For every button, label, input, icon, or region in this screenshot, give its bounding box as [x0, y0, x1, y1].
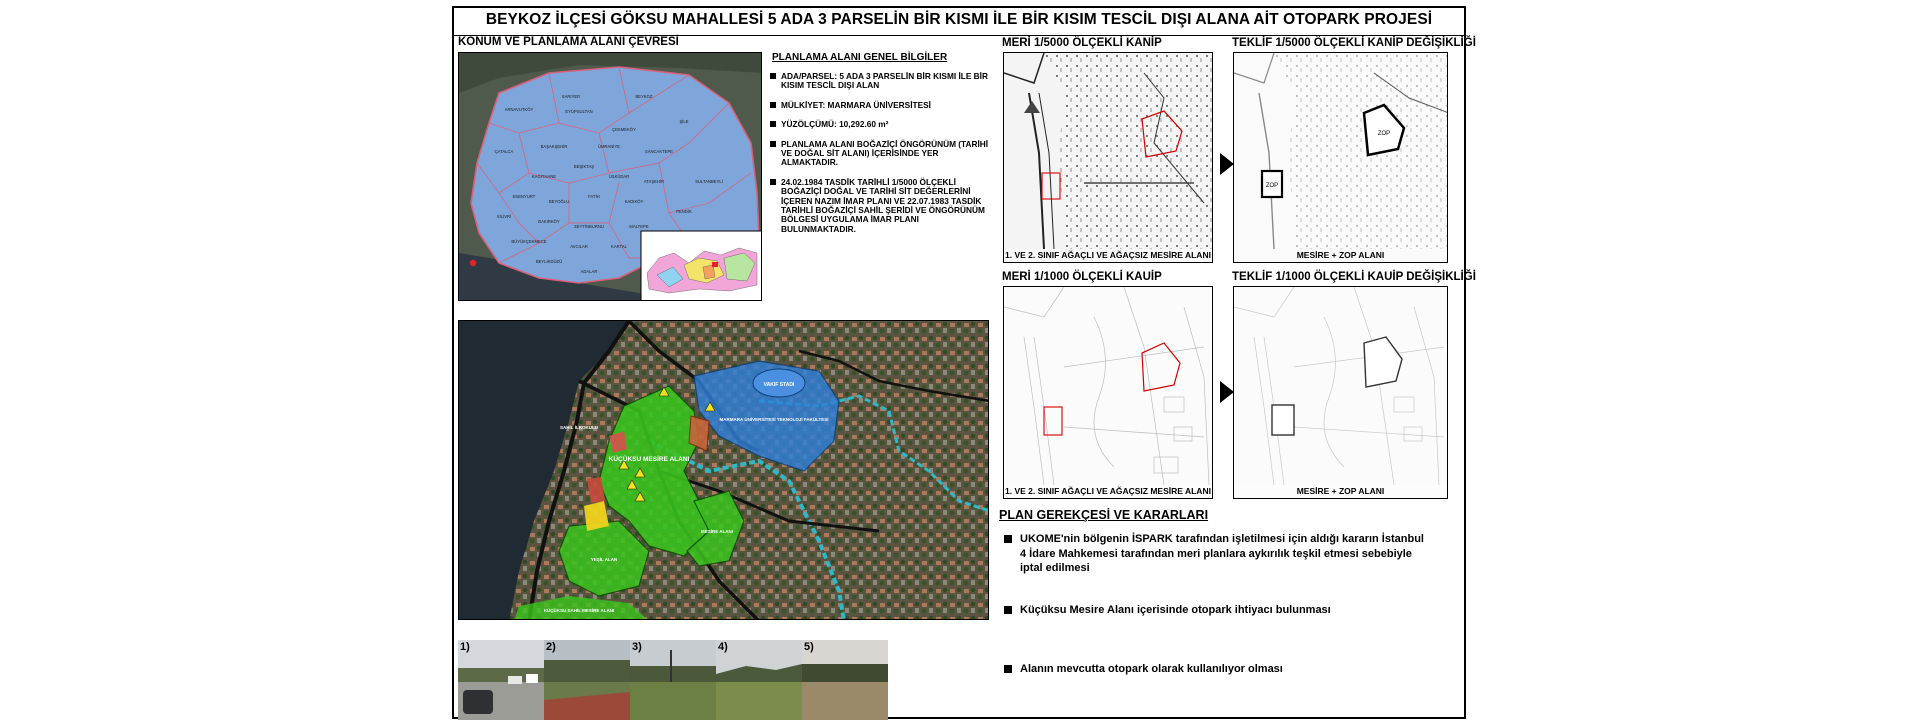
site-photo-2: 2) — [544, 640, 630, 720]
aerial-site-photo — [459, 321, 989, 620]
meri-1000-drawing — [1004, 287, 1213, 485]
svg-text:ATAŞEHİR: ATAŞEHİR — [643, 179, 665, 184]
location-section-label: KONUM VE PLANLAMA ALANI ÇEVRESİ — [458, 36, 679, 48]
svg-text:SARIYER: SARIYER — [561, 94, 581, 99]
svg-text:KAĞITHANE: KAĞITHANE — [531, 174, 557, 179]
bullet-icon — [1004, 606, 1012, 614]
zop-label-small: ZOP — [1265, 183, 1279, 189]
arrow-right-icon — [1220, 381, 1234, 403]
teklif-1000-drawing — [1234, 287, 1448, 485]
page-title: BEYKOZ İLÇESİ GÖKSU MAHALLESİ 5 ADA 3 PARSELİN BİR KISMI İLE BİR KISIM TESCİL DIŞI ALANA AİT OTOPARK PROJESİ — [485, 11, 1433, 28]
svg-text:SİLİVRİ: SİLİVRİ — [496, 214, 512, 219]
svg-text:BAKIRKÖY: BAKIRKÖY — [538, 219, 560, 224]
meri-5000-caption: 1. VE 2. SINIF AĞAÇLI VE AĞAÇSIZ MESİRE ALANI — [1005, 250, 1211, 260]
teklif-1000-caption: MESİRE + ZOP ALANI — [1296, 486, 1385, 496]
svg-text:ÇEKMEKÖY: ÇEKMEKÖY — [612, 127, 636, 132]
photo-track-image — [544, 640, 630, 720]
info-list — [770, 72, 996, 244]
svg-text:ZEYTİNBURNU: ZEYTİNBURNU — [574, 224, 604, 229]
svg-text:ÜSKÜDAR: ÜSKÜDAR — [608, 174, 630, 179]
reasons-heading: PLAN GEREKÇESİ VE KARARLARI — [999, 508, 1209, 522]
svg-text:ARNAVUTKÖY: ARNAVUTKÖY — [504, 107, 534, 112]
coast-label: KÜÇÜKSU SAHİL MESİRE ALANI — [543, 608, 615, 613]
reason-item: Alanın mevcutta otopark olarak kullanılıyor olması — [1004, 662, 1424, 677]
meri-5000-plan — [1003, 52, 1213, 263]
bullet-icon — [770, 73, 776, 79]
svg-text:BÜYÜKÇEKMECE: BÜYÜKÇEKMECE — [511, 239, 547, 244]
teklif-5000-label: TEKLİF 1/5000 ÖLÇEKLİ KANİP DEĞİŞİKLİĞİ — [1232, 37, 1476, 49]
svg-text:FATİH: FATİH — [588, 194, 600, 199]
teklif-1000-label: TEKLİF 1/1000 ÖLÇEKLİ KAUİP DEĞİŞİKLİĞİ — [1232, 271, 1476, 283]
meri-1000-caption: 1. VE 2. SINIF AĞAÇLI VE AĞAÇSIZ MESİRE ALANI — [1005, 486, 1211, 496]
stadium-label: VAKIF STADI — [763, 382, 795, 388]
teklif-5000-caption: MESİRE + ZOP ALANI — [1296, 250, 1385, 260]
photo-meadow-image — [716, 640, 802, 720]
svg-text:ESENYURT: ESENYURT — [512, 194, 536, 199]
recreation-label: MESİRE ALANI — [700, 529, 734, 534]
park-label: KÜÇÜKSU MESİRE ALANI — [608, 456, 690, 463]
site-photo-4: 4) — [716, 640, 802, 720]
teklif-5000-drawing — [1234, 53, 1448, 249]
svg-text:SANCAKTEPE: SANCAKTEPE — [644, 149, 674, 154]
svg-text:MALTEPE: MALTEPE — [629, 224, 649, 229]
bullet-icon — [1004, 535, 1012, 543]
photo-field-image — [630, 640, 716, 720]
info-item: YÜZÖLÇÜMÜ: 10,292.60 m² — [770, 120, 996, 129]
istanbul-district-map — [459, 53, 762, 301]
svg-text:BEYLİKDÜZÜ: BEYLİKDÜZÜ — [535, 259, 563, 264]
svg-text:ADALAR: ADALAR — [580, 269, 598, 274]
svg-text:ŞİLE: ŞİLE — [679, 119, 689, 124]
svg-text:AVCILAR: AVCILAR — [570, 244, 588, 249]
bullet-icon — [770, 179, 776, 185]
info-item: PLANLAMA ALANI BOĞAZİÇİ ÖNGÖRÜNÜM (TARİHİ VE DOĞAL SİT ALANI) İÇERİSİNDE YER ALMAKTADIR. — [770, 140, 996, 168]
svg-text:ÇATALCA: ÇATALCA — [494, 149, 514, 154]
reason-item: Küçüksu Mesire Alanı içerisinde otopark ihtiyacı bulunması — [1004, 603, 1424, 618]
bullet-icon — [770, 141, 776, 147]
site-photo-3: 3) — [630, 640, 716, 720]
svg-text:BEYOĞLU: BEYOĞLU — [548, 199, 570, 204]
site-photo-5: 5) — [802, 640, 888, 720]
reasons-list — [1004, 532, 1424, 677]
school-label: SAHİL İLKOKULU — [560, 425, 598, 430]
bullet-icon — [770, 102, 776, 108]
svg-text:KADIKÖY: KADIKÖY — [624, 199, 644, 204]
svg-text:BEŞİKTAŞ: BEŞİKTAŞ — [573, 164, 595, 169]
svg-text:PENDİK: PENDİK — [676, 209, 692, 214]
meri-5000-label: MERİ 1/5000 ÖLÇEKLİ KANİP — [1002, 37, 1162, 49]
location-map — [458, 52, 762, 301]
bullet-icon — [770, 121, 776, 127]
aerial-map — [458, 320, 989, 620]
svg-text:BEYKOZ: BEYKOZ — [635, 94, 653, 99]
meri-1000-plan — [1003, 286, 1213, 499]
svg-text:KARTAL: KARTAL — [611, 244, 627, 249]
site-photo-1: 1) — [458, 640, 544, 720]
bullet-icon — [1004, 665, 1012, 673]
reason-item: UKOME'nin bölgenin İSPARK tarafından işletilmesi için aldığı kararın İstanbul 4 İdare Mahkemesi tarafından meri planlara aykırılık teşkil etmesi sebebiyle iptal edilmesi — [1004, 532, 1424, 576]
photo-lot-image — [802, 640, 888, 720]
svg-text:SULTANBEYLİ: SULTANBEYLİ — [695, 179, 723, 184]
svg-text:ÜMRANİYE: ÜMRANİYE — [597, 144, 621, 149]
info-heading: PLANLAMA ALANI GENEL BİLGİLER — [772, 52, 948, 63]
meri-5000-drawing — [1004, 53, 1213, 249]
plan-sheet — [452, 6, 1476, 719]
zop-label: ZOP — [1377, 131, 1391, 137]
meri-1000-label: MERİ 1/1000 ÖLÇEKLİ KAUİP — [1002, 271, 1162, 283]
info-item: MÜLKİYET: MARMARA ÜNİVERSİTESİ — [770, 101, 996, 110]
teklif-5000-plan — [1233, 52, 1448, 263]
svg-text:EYÜPSULTAN: EYÜPSULTAN — [565, 109, 593, 114]
info-item: 24.02.1984 TASDİK TARİHLİ 1/5000 ÖLÇEKLİ BOĞAZİÇİ DOĞAL VE TARİHİ SİT DEĞERLERİNİ İÇEREN NAZIM İMAR PLANI VE 22.07.1983 TASDİK TARİHLİ BOĞAZİÇİ SAHİL ŞERİDİ VE ÖNGÖRÜNÜM BÖLGESİ UYGULAMA İMAR PLANI BULUNMAKTADIR. — [770, 178, 996, 234]
arrow-right-icon — [1220, 153, 1234, 175]
svg-text:BAŞAKŞEHİR: BAŞAKŞEHİR — [540, 144, 568, 149]
green-area-label: YEŞİL ALAN — [590, 557, 618, 562]
info-item: ADA/PARSEL: 5 ADA 3 PARSELİN BİR KISMI İLE BİR KISIM TESCİL DIŞI ALAN — [770, 72, 996, 91]
faculty-label: MARMARA ÜNİVERSİTESİ TEKNOLOJİ FAKÜLTESİ — [719, 417, 829, 422]
photo-parking-image — [458, 640, 544, 720]
teklif-1000-plan — [1233, 286, 1448, 499]
